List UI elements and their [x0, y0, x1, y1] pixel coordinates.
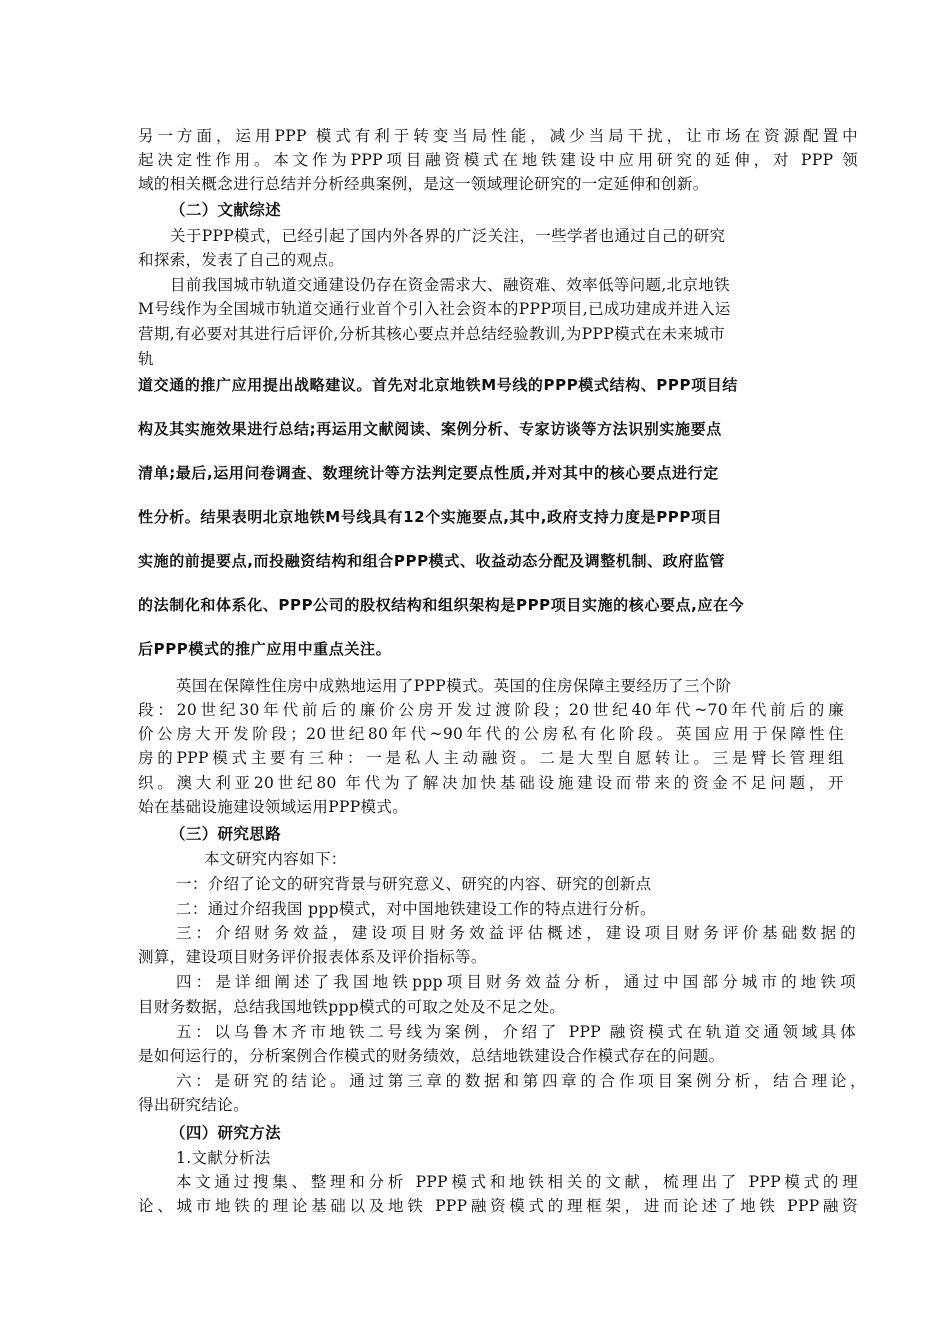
paragraph-line: 本文通过搜集、整理和分析 PPP模式和地铁相关的文献，梳理出了 PPP模式的理: [176, 1173, 858, 1191]
paragraph-line: 段：20世纪30年代前后的廉价公房开发过渡阶段；20世纪40年代~70年代前后的廉: [138, 701, 844, 719]
paragraph-line: 本文研究内容如下：: [204, 850, 347, 868]
paragraph-line: 和探索，发表了自己的观点。: [138, 251, 345, 269]
list-item: 一：介绍了论文的研究背景与研究意义、研究的内容、研究的创新点: [176, 875, 652, 893]
abstract-block-line: 清单;最后,运用问卷调查、数理统计等方法判定要点性质,并对其中的核心要点进行定: [138, 464, 719, 482]
paragraph-line: 始在基础设施建设领域运用PPP模式。: [138, 798, 409, 816]
paragraph-line: 域的相关概念进行总结并分析经典案例，是这一领域理论研究的一定延伸和创新。: [138, 175, 709, 193]
paragraph-line: 论、城市地铁的理论基础以及地铁 PPP融资模式的理框架，进而论述了地铁 PPP融资: [138, 1197, 858, 1215]
list-item: 五：以乌鲁木齐市地铁二号线为案例，介绍了 PPP 融资模式在轨道交通领域具体: [176, 1023, 856, 1041]
paragraph-line: 营期,有必要对其进行后评价,分析其核心要点并总结经验教训,为PPP模式在未来城市: [138, 325, 726, 343]
section-heading-research-approach: （三）研究思路: [170, 825, 281, 843]
list-item-continued: 测算，建设项目财务评价报表体系及评价指标等。: [138, 948, 487, 966]
paragraph-line: 房的PPP模式主要有三种：一是私人主动融资。二是大型自愿转让。三是臂长管理组: [138, 749, 844, 767]
list-item: 六：是研究的结论。通过第三章的数据和第四章的合作项目案例分析，结合理论，: [176, 1072, 866, 1090]
list-item-continued: 得出研究结论。: [138, 1096, 249, 1114]
list-item-continued: 是如何运行的，分析案例合作模式的财务绩效，总结地铁建设合作模式存在的问题。: [138, 1047, 725, 1065]
abstract-block-line: 性分析。结果表明北京地铁M号线具有12个实施要点,其中,政府支持力度是PPP项目: [138, 508, 723, 526]
list-item-continued: 目财务数据，总结我国地铁ppp模式的可取之处及不足之处。: [138, 998, 566, 1016]
abstract-block-line: 道交通的推广应用提出战略建议。首先对北京地铁M号线的PPP模式结构、PPP项目结: [138, 376, 738, 394]
abstract-block-line: 后PPP模式的推广应用中重点关注。: [138, 640, 392, 658]
paragraph-line: 关于PPP模式，已经引起了国内外各界的广泛关注，一些学者也通过自己的研究: [170, 227, 726, 245]
list-item: 二：通过介绍我国 ppp模式，对中国地铁建设工作的特点进行分析。: [176, 900, 656, 918]
abstract-block-line: 实施的前提要点,而投融资结构和组合PPP模式、收益动态分配及调整机制、政府监管: [138, 552, 726, 570]
paragraph-line: 织。澳大利亚20世纪80 年代为了解决加快基础设施建设而带来的资金不足问题，开: [138, 774, 844, 792]
abstract-block-line: 的法制化和体系化、PPP公司的股权结构和组织架构是PPP项目实施的核心要点,应在今: [138, 596, 745, 614]
paragraph-line: 起决定性作用。本文作为PPP项目融资模式在地铁建设中应用研究的延伸，对 PPP 领: [138, 151, 858, 169]
paragraph-line: M号线作为全国城市轨道交通行业首个引入社会资本的PPP项目,已成功建成并进入运: [138, 300, 731, 318]
section-heading-research-methods: （四）研究方法: [170, 1124, 281, 1142]
paragraph-line: 轨: [138, 350, 154, 368]
paragraph-line: 另一方面，运用PPP 模式有利于转变当局性能，减少当局干扰，让市场在资源配置中: [138, 127, 858, 145]
abstract-block-line: 构及其实施效果进行总结;再运用文献阅读、案例分析、专家访谈等方法识别实施要点: [138, 420, 722, 438]
paragraph-line: 目前我国城市轨道交通建设仍存在资金需求大、融资难、效率低等问题,北京地铁: [170, 276, 731, 294]
paragraph-line: 价公房大开发阶段；20世纪80年代~90年代的公房私有化阶段。英国应用于保障性住: [138, 725, 844, 743]
list-item: 四：是详细阐述了我国地铁ppp项目财务效益分析，通过中国部分城市的地铁项: [176, 973, 856, 991]
paragraph-line: 英国在保障性住房中成熟地运用了PPP模式。英国的住房保障主要经历了三个阶: [176, 677, 732, 695]
paragraph-line: 1.文献分析法: [176, 1149, 271, 1167]
section-heading-literature-review: （二）文献综述: [170, 201, 281, 219]
list-item: 三：介绍财务效益，建设项目财务效益评估概述，建设项目财务评价基础数据的: [176, 924, 856, 942]
